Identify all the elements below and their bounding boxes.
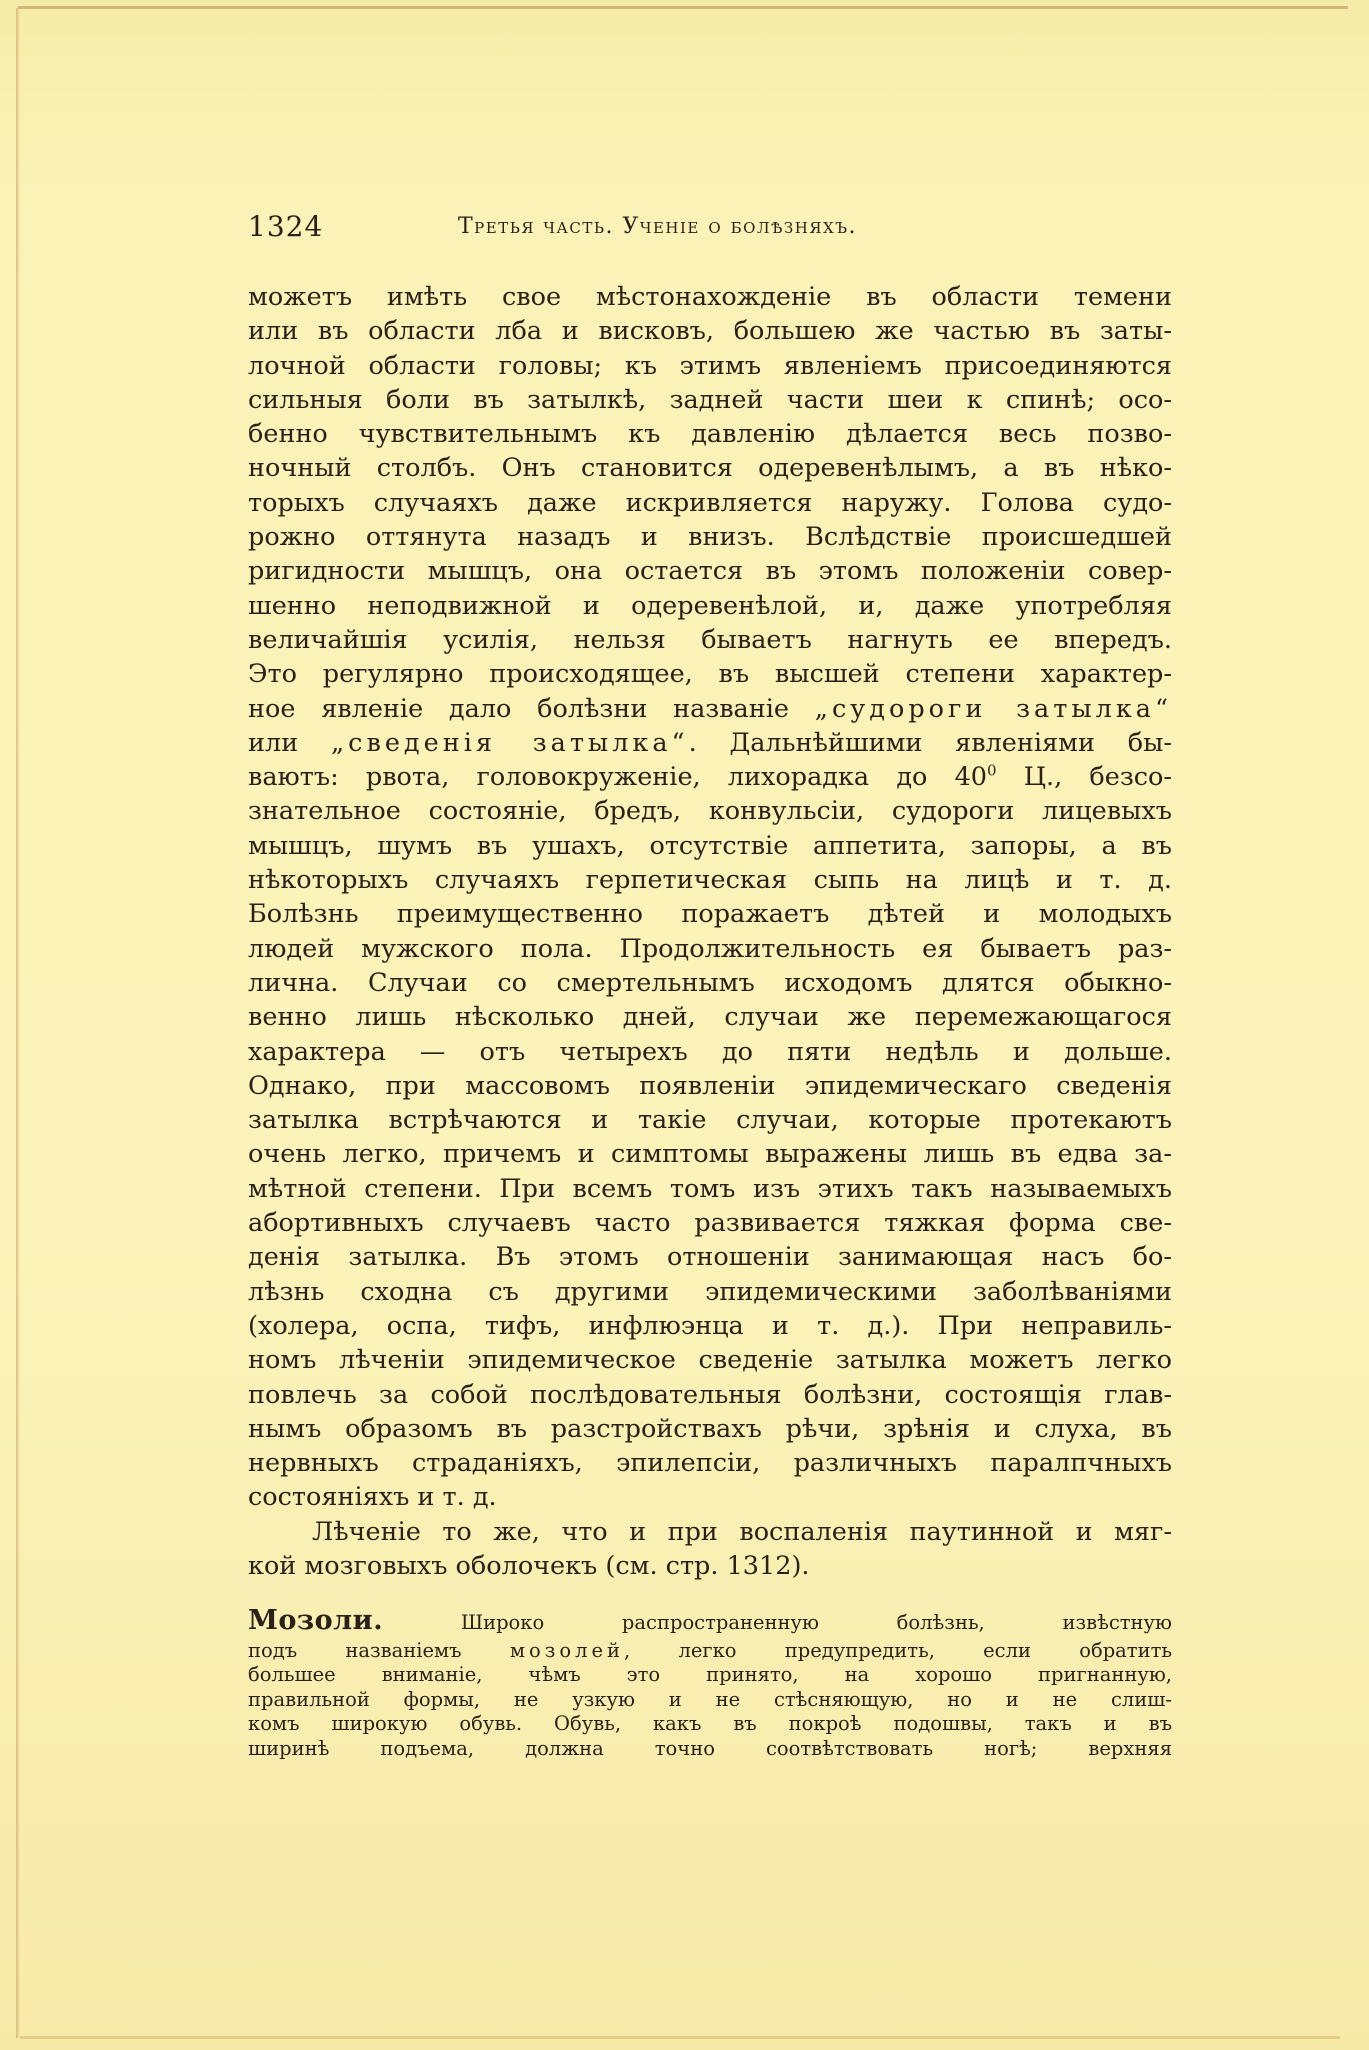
text-line: повлечь за собой послѣдовательныя болѣзни, состоящія глав- bbox=[248, 1379, 1172, 1410]
text-line-disease-name-alt bbox=[248, 726, 1172, 760]
text-fragment: ное явленіе дало болѣзни названіе bbox=[248, 693, 815, 724]
small-text-line: правильной формы, не узкую и не стѣсняющую, но и не слиш- bbox=[248, 1687, 1172, 1711]
text-line: ригидности мышцъ, она остается въ этомъ положеніи совер- bbox=[248, 556, 1172, 587]
text-line: мышцъ, шумъ въ ушахъ, отсутствіе аппетита, запоры, а въ bbox=[248, 830, 1172, 861]
text-fragment: . Дальнѣйшими явленіями бы- bbox=[688, 727, 1172, 758]
text-line: ночный столбъ. Онъ становится одеревенѣлымъ, а въ нѣко- bbox=[248, 453, 1172, 484]
main-text bbox=[248, 280, 1172, 1583]
paragraph-end-line: состояніяхъ и т. д. bbox=[248, 1482, 497, 1513]
text-line: или въ области лба и висковъ, большею же частью въ заты- bbox=[248, 316, 1172, 347]
small-text-line: комъ широкую обувь. Обувь, какъ въ покроѣ подошвы, такъ и въ bbox=[248, 1712, 1172, 1736]
text-line: знательное состояніе, бредъ, конвульсіи, судороги лицевыхъ bbox=[248, 796, 1172, 827]
text-line: торыхъ случаяхъ даже искривляется наружу. Голова судо- bbox=[248, 487, 1172, 518]
text-line: (холера, оспа, тифъ, инфлюэнца и т. д.). При неправиль- bbox=[248, 1310, 1172, 1341]
text-line: характера — отъ четырехъ до пяти недѣль и дольше. bbox=[248, 1036, 1172, 1067]
text-fragment: ваютъ: рвота, головокруженіе, лихорадка до 40 bbox=[248, 762, 988, 793]
text-line: лѣзнь сходна съ другими эпидемическими заболѣваніями bbox=[248, 1276, 1172, 1307]
text-line: денія затылка. Въ этомъ отношеніи занимающая насъ бо- bbox=[248, 1242, 1172, 1273]
text-line: бенно чувствительнымъ къ давленію дѣлается весь позво- bbox=[248, 419, 1172, 450]
text-line: Это регулярно происходящее, въ высшей степени характер- bbox=[248, 659, 1172, 690]
page-top-edge bbox=[18, 6, 1348, 9]
text-line: нѣкоторыхъ случаяхъ герпетическая сыпь на лицѣ и т. д. bbox=[248, 865, 1172, 896]
text-line: людей мужского пола. Продолжительность ея бываетъ раз- bbox=[248, 933, 1172, 964]
small-text-line: ширинѣ подъема, должна точно соотвѣтствовать ногѣ; верхняя bbox=[248, 1736, 1172, 1760]
text-line-disease-name bbox=[248, 692, 1172, 726]
small-text-line bbox=[248, 1639, 1172, 1663]
corns-paragraph bbox=[248, 1603, 1172, 1761]
spaced-term: „сведенія затылка“ bbox=[330, 727, 689, 758]
section-heading: Мозоли. bbox=[248, 1605, 384, 1636]
treatment-line: Лѣченіе то же, что и при воспаленія паутинной и мяг- bbox=[312, 1516, 1172, 1547]
page-bottom-edge bbox=[20, 2036, 1340, 2039]
text-line: Однако, при массовомъ появленіи эпидемическаго сведенія bbox=[248, 1070, 1172, 1101]
degree-superscript: 0 bbox=[987, 761, 997, 780]
text-fragment: Ц., безсо- bbox=[996, 762, 1172, 793]
spaced-term: „судороги затылка“ bbox=[814, 693, 1172, 724]
text-fragment: подъ названіемъ bbox=[248, 1639, 510, 1662]
text-line: венно лишь нѣсколько дней, случаи же перемежающагося bbox=[248, 1002, 1172, 1033]
text-line: нервныхъ страданіяхъ, эпилепсіи, различныхъ паралпчныхъ bbox=[248, 1448, 1172, 1479]
text-line: шенно неподвижной и одеревенѣлой, и, даже употребляя bbox=[248, 590, 1172, 621]
text-line: очень легко, причемъ и симптомы выражены лишь въ едва за- bbox=[248, 1139, 1172, 1170]
text-line: абортивныхъ случаевъ часто развивается тяжкая форма све- bbox=[248, 1208, 1172, 1239]
text-line: лична. Случаи со смертельнымъ исходомъ длятся обыкно- bbox=[248, 967, 1172, 998]
text-line: Болѣзнь преимущественно поражаетъ дѣтей и молодыхъ bbox=[248, 899, 1172, 930]
small-text-line: большее вниманіе, чѣмъ это принято, на хорошо пригнанную, bbox=[248, 1663, 1172, 1687]
text-fragment: Широко распространенную болѣзнь, извѣстную bbox=[383, 1611, 1172, 1634]
text-line: можетъ имѣть свое мѣстонахожденіе въ области темени bbox=[248, 282, 1172, 312]
page-left-edge bbox=[16, 8, 20, 2038]
text-line: номъ лѣченіи эпидемическое сведеніе затылка можетъ легко bbox=[248, 1345, 1172, 1376]
text-line: величайшія усилія, нельзя бываетъ нагнуть ее впередъ. bbox=[248, 624, 1172, 655]
spaced-term: мозолей bbox=[509, 1639, 625, 1662]
page-number: 1324 bbox=[248, 210, 324, 243]
running-head: Третья часть. Ученіе о болѣзняхъ. bbox=[458, 214, 858, 239]
text-fragment: или bbox=[248, 727, 331, 758]
text-line: мѣтной степени. При всемъ томъ изъ этихъ такъ называемыхъ bbox=[248, 1173, 1172, 1204]
text-line: затылка встрѣчаются и такіе случаи, которые протекаютъ bbox=[248, 1105, 1172, 1136]
text-fragment: , легко предупредить, если обратить bbox=[624, 1639, 1172, 1662]
text-line: лочной области головы; къ этимъ явленіемъ присоединяются bbox=[248, 350, 1172, 381]
text-line: рожно оттянута назадъ и внизъ. Вслѣдствіе происшедшей bbox=[248, 522, 1172, 553]
text-line: сильныя боли въ затылкѣ, задней части шеи к спинѣ; осо- bbox=[248, 384, 1172, 415]
treatment-line: кой мозговыхъ оболочекъ (см. стр. 1312). bbox=[248, 1550, 810, 1581]
text-line-symptoms bbox=[248, 760, 1172, 794]
text-line: нымъ образомъ въ разстройствахъ рѣчи, зрѣнія и слуха, въ bbox=[248, 1413, 1172, 1444]
corns-first-line bbox=[248, 1603, 1172, 1639]
page-header bbox=[248, 210, 1168, 250]
